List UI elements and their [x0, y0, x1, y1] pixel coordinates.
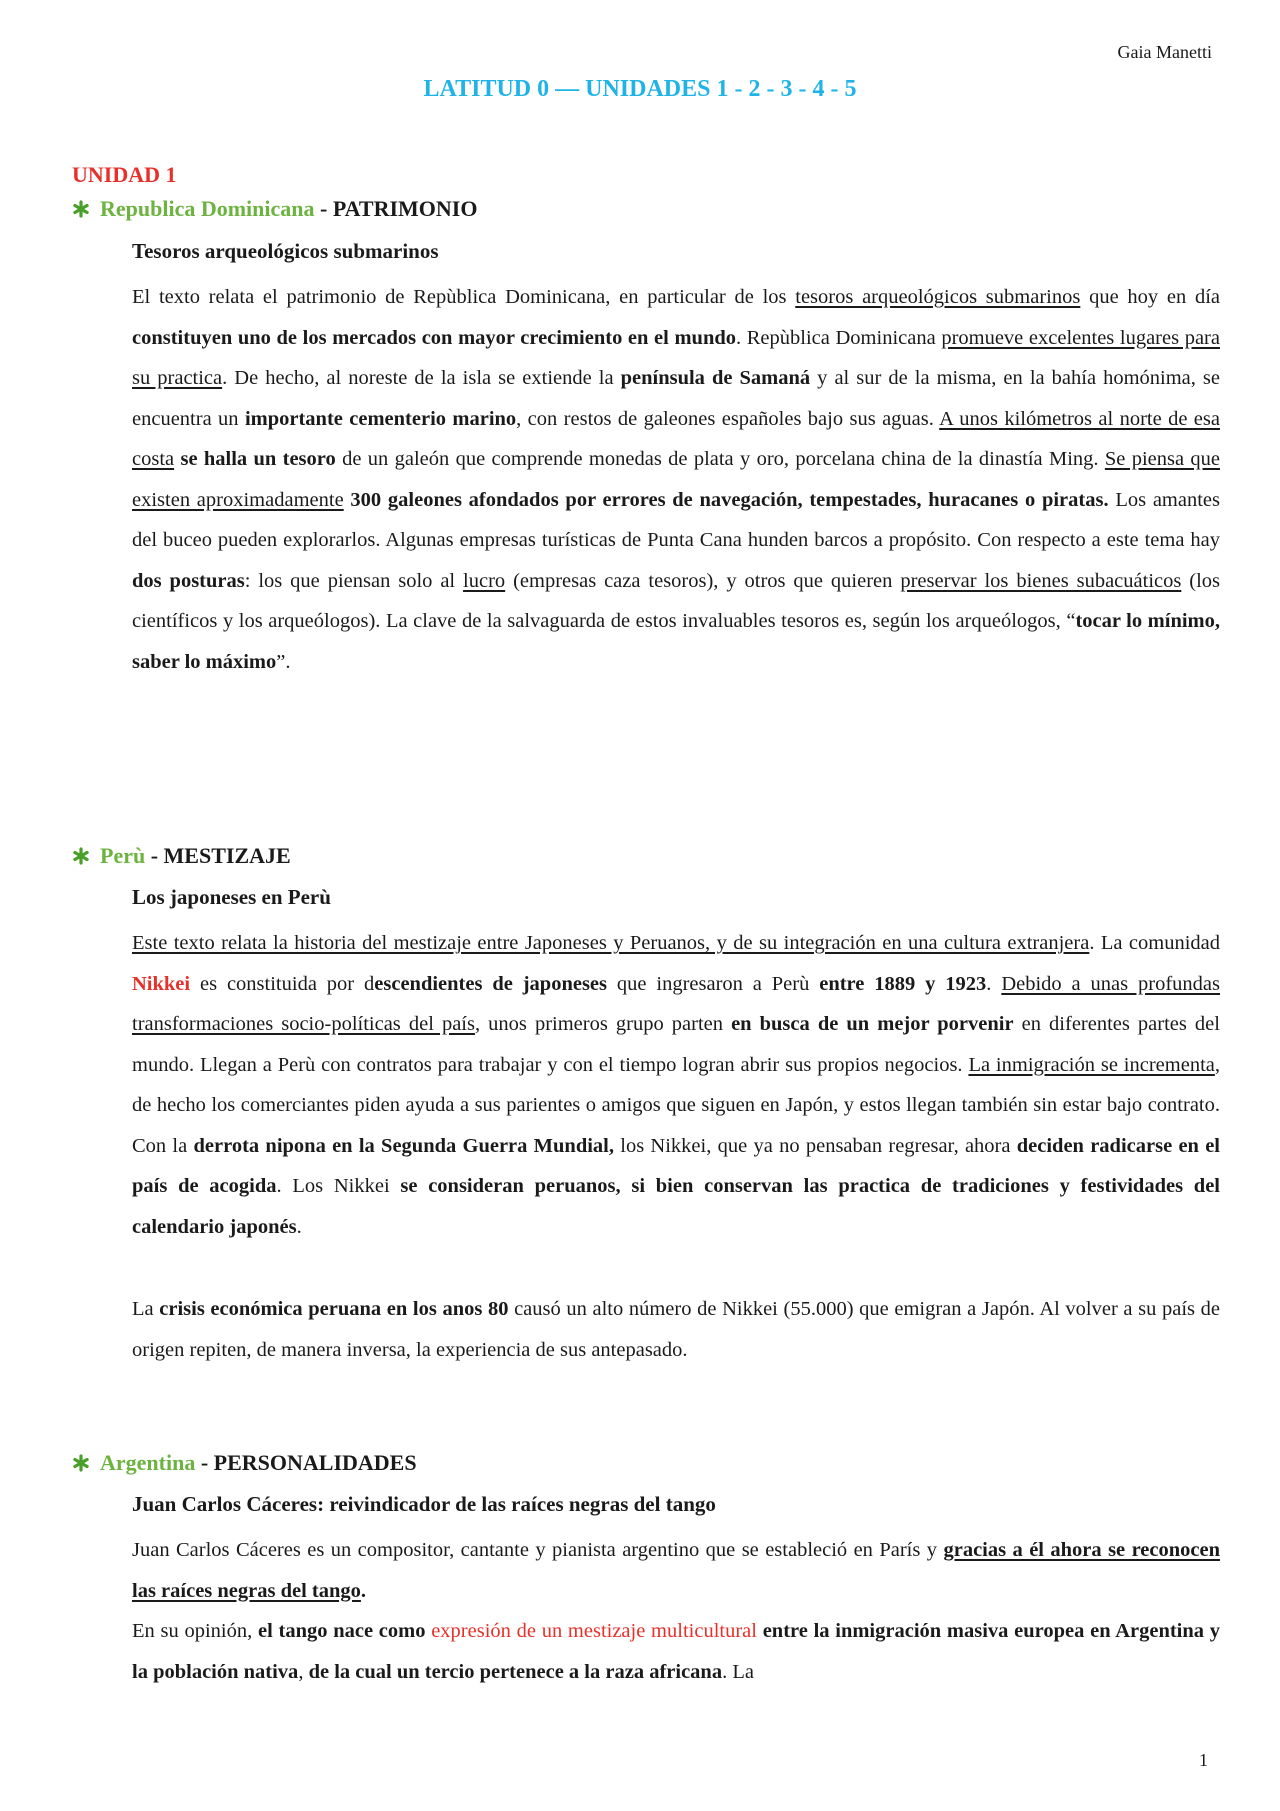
article-paragraph: En su opinión, el tango nace como expresión de un mestizaje multicultural entre la inmigración masiva europea en Argentina y la población nativa, de la cual un tercio pertenece a la raza africana. La: [132, 1620, 1221, 1683]
green-asterisk-icon: [72, 198, 90, 224]
country-name: Republica Dominicana: [100, 196, 315, 221]
article-paragraph: Juan Carlos Cáceres es un compositor, cantante y pianista argentino que se estableció en París y gracias a él ahora se reconocen las raíces negras del tango.: [132, 1539, 1221, 1602]
article-paragraph: El texto relata el patrimonio de Repùblica Dominicana, en particular de los tesoros arqueológicos submarinos que hoy en día constituyen uno de los mercados con mayor crecimiento en el mundo. Repùblica Dominicana promueve excelentes lugares para su practica. De hecho, al noreste de la isla se extiende la península de Samaná y al sur de la misma, en la bahía homónima, se encuentra un importante cementerio marino, con restos de galeones españoles bajo sus aguas. A unos kilómetros al norte de esa costa se halla un tesoro de un galeón que comprende monedas de plata y oro, porcelana china de la dinastía Ming. Se piensa que existen aproximadamente 300 galeones afondados por errores de navegación, tempestades, huracanes o piratas. Los amantes del buceo pueden explorarlos. Algunas empresas turísticas de Punta Cana hunden barcos a propósito. Con respecto a este tema hay dos posturas: los que piensan solo al lucro (empresas caza tesoros), y otros que quieren preservar los bienes subacuáticos (los científicos y los arqueólogos). La clave de la salvaguarda de estos invaluables tesoros es, según los arqueólogos, “tocar lo mínimo, saber lo máximo”.: [132, 286, 1221, 673]
section-topic: - PATRIMONIO: [314, 196, 478, 221]
section-heading-dominicana: [72, 196, 477, 224]
green-asterisk-icon: [72, 1452, 90, 1478]
country-name: Perù: [100, 843, 146, 868]
article-paragraph: La crisis económica peruana en los anos 80 causó un alto número de Nikkei (55.000) que emigran a Japón. Al volver a su país de origen repiten, de manera inversa, la experiencia de sus antepasado.: [132, 1298, 1220, 1361]
author-name: Gaia Manetti: [1117, 42, 1212, 62]
unit-heading: UNIDAD 1: [72, 162, 177, 187]
article-subtitle: Los japoneses en Perù: [132, 885, 331, 909]
green-asterisk-icon: [72, 845, 90, 871]
section-topic: - MESTIZAJE: [145, 843, 291, 868]
article-subtitle: Juan Carlos Cáceres: reivindicador de las raíces negras del tango: [132, 1492, 716, 1516]
country-name: Argentina: [100, 1450, 196, 1475]
section-heading-argentina: [72, 1450, 417, 1478]
article-paragraph: Este texto relata la historia del mestizaje entre Japoneses y Peruanos, y de su integración en una cultura extranjera. La comunidad Nikkei es constituida por descendientes de japoneses que ingresaron a Perù entre 1889 y 1923. Debido a unas profundas transformaciones socio-políticas del país, unos primeros grupo parten en busca de un mejor porvenir en diferentes partes del mundo. Llegan a Perù con contratos para trabajar y con el tiempo logran abrir sus propios negocios. La inmigración se incrementa, de hecho los comerciantes piden ayuda a sus parientes o amigos que siguen en Japón, y estos llegan también sin estar bajo contrato. Con la derrota nipona en la Segunda Guerra Mundial, los Nikkei, que ya no pensaban regresar, ahora deciden radicarse en el país de acogida. Los Nikkei se consideran peruanos, si bien conservan las practica de tradiciones y festividades del calendario japonés.: [132, 932, 1220, 1238]
page-number: 1: [1199, 1750, 1208, 1770]
article-subtitle: Tesoros arqueológicos submarinos: [132, 239, 439, 263]
section-heading-peru: [72, 843, 291, 871]
page-title: LATITUD 0 — UNIDADES 1 - 2 - 3 - 4 - 5: [423, 76, 857, 102]
section-topic: - PERSONALIDADES: [195, 1450, 417, 1475]
